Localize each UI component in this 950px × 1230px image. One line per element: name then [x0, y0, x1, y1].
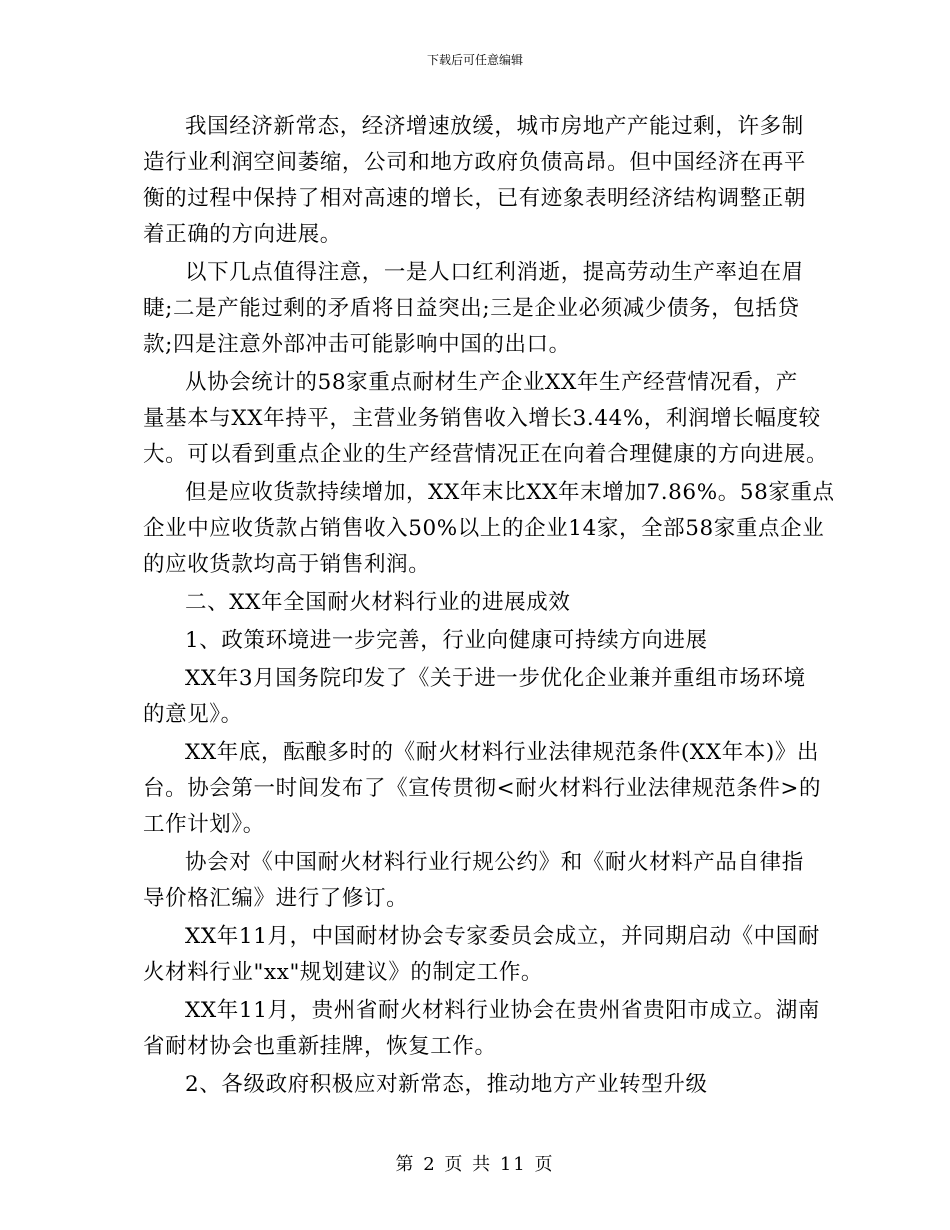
paragraph-line: 但是应收货款持续增加，XX年末比XX年末增加7.86%。58家重点: [185, 480, 835, 505]
paragraph-line: 睫;二是产能过剩的矛盾将日益突出;三是企业必须减少债务，包括贷: [143, 296, 800, 321]
paragraph-line: 台。协会第一时间发布了《宣传贯彻<耐火材料行业法律规范条件>的: [143, 776, 822, 801]
page-footer: 第 2 页 共 11 页: [395, 1154, 555, 1175]
paragraph-line: 款;四是注意外部冲击可能影响中国的出口。: [143, 332, 571, 357]
paragraph-line: 二、XX年全国耐火材料行业的进展成效: [185, 590, 571, 615]
paragraph-line: 以下几点值得注意，一是人口红利消逝，提高劳动生产率迫在眉: [185, 260, 804, 285]
paragraph-line: 1、政策环境进一步完善，行业向健康可持续方向进展: [185, 628, 708, 653]
paragraph-line: 从协会统计的58家重点耐材生产企业XX年生产经营情况看，产: [185, 370, 798, 395]
paragraph-line: 火材料行业"xx"规划建议》的制定工作。: [143, 960, 544, 985]
paragraph-line: 造行业利润空间萎缩，公司和地方政府负债高昂。但中国经济在再平: [143, 150, 807, 175]
paragraph-line: 协会对《中国耐火材料行业行规公约》和《耐火材料产品自律指: [185, 850, 804, 875]
paragraph-line: 的应收货款均高于销售利润。: [143, 552, 431, 577]
paragraph-line: 工作计划》。: [143, 812, 265, 837]
paragraph-line: 省耐材协会也重新挂牌，恢复工作。: [143, 1034, 497, 1059]
paragraph-line: XX年3月国务院印发了《关于进一步优化企业兼并重组市场环境: [185, 666, 806, 691]
page-header: 下载后可任意编辑: [426, 53, 523, 67]
paragraph-line: 大。可以看到重点企业的生产经营情况正在向着合理健康的方向进展。: [143, 442, 829, 467]
paragraph-line: 量基本与XX年持平，主营业务销售收入增长3.44%，利润增长幅度较: [143, 406, 821, 431]
paragraph-line: 的意见》。: [143, 702, 243, 727]
paragraph-line: 2、各级政府积极应对新常态，推动地方产业转型升级: [185, 1072, 708, 1097]
paragraph-line: 导价格汇编》进行了修订。: [143, 886, 409, 911]
paragraph-line: 着正确的方向进展。: [143, 222, 342, 247]
paragraph-line: XX年11月，贵州省耐火材料行业协会在贵州省贵阳市成立。湖南: [185, 998, 820, 1023]
paragraph-line: XX年底，酝酿多时的《耐火材料行业法律规范条件(XX年本)》出: [185, 740, 820, 765]
paragraph-line: 我国经济新常态，经济增速放缓，城市房地产产能过剩，许多制: [185, 114, 804, 139]
paragraph-line: 企业中应收货款占销售收入50%以上的企业14家，全部58家重点企业: [143, 516, 825, 541]
paragraph-line: XX年11月，中国耐材协会专家委员会成立，并同期启动《中国耐: [185, 924, 820, 949]
paragraph-line: 衡的过程中保持了相对高速的增长，已有迹象表明经济结构调整正朝: [143, 186, 807, 211]
